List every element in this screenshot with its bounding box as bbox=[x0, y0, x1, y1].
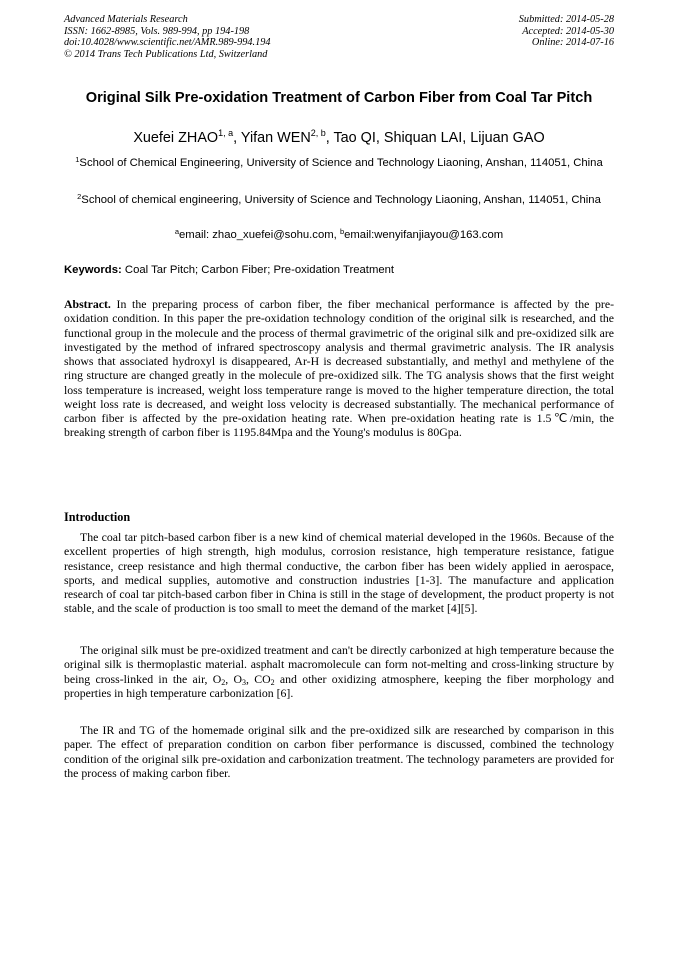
affiliation-mark: 2 bbox=[77, 192, 82, 201]
journal-doi: doi:10.4028/www.scientific.net/AMR.989-994.194 bbox=[64, 37, 271, 49]
journal-issn: ISSN: 1662-8985, Vols. 989-994, pp 194-198 bbox=[64, 25, 250, 37]
email-mark: a bbox=[174, 227, 179, 236]
email-a: email: zhao_xuefei@sohu.com, bbox=[179, 229, 337, 241]
affiliation-mark: 1 bbox=[75, 155, 80, 164]
journal-copyright: © 2014 Trans Tech Publications Ltd, Switzerland bbox=[64, 48, 268, 60]
paper-title: Original Silk Pre-oxidation Treatment of Carbon Fiber from Coal Tar Pitch bbox=[85, 90, 593, 106]
intro-paragraph-3: The IR and TG of the homemade original silk and the pre-oxidized silk are researched by comparison in this paper. The effect of preparation condition on carbon fiber performance is discussed, combined the technology condition of the original silk pre-oxidation and carbonization treatment. The technology parameters are provided for the process of making carbon fiber. bbox=[64, 723, 614, 780]
submission-dates bbox=[519, 14, 614, 49]
author-affiliation-mark: 2, b bbox=[310, 128, 326, 138]
section-heading-introduction: Introduction bbox=[64, 510, 131, 524]
author-name: Xuefei ZHAO bbox=[133, 130, 219, 146]
affiliation-2 bbox=[64, 193, 614, 208]
intro-paragraph-1: The coal tar pitch-based carbon fiber is a new kind of chemical material developed in the 1960s. Because of the excellent properties of high strength, high modulus, corrosion resistance, high temperature resistance, fatigue resistance, creep resistance and high thermal conductive, the carbon fiber has been widely applied in aerospace, sports, and medical supplies, automotive and construction industries [1-3]. The manufacture and application research of coal tar pitch-based carbon fiber in China is still in the stage of development, the product property is not stable, and the scale of production is too small to meet the demand of the market [4][5]. bbox=[64, 530, 614, 616]
journal-info bbox=[64, 14, 271, 60]
author-affiliation-mark: 1, a bbox=[218, 128, 234, 138]
abstract bbox=[64, 297, 614, 440]
accepted-date: Accepted: 2014-05-30 bbox=[522, 25, 614, 37]
keywords-label: Keywords: bbox=[64, 264, 122, 276]
submitted-date: Submitted: 2014-05-28 bbox=[518, 14, 614, 25]
keywords-text: Coal Tar Pitch; Carbon Fiber; Pre-oxidation Treatment bbox=[124, 264, 395, 276]
abstract-text: In the preparing process of carbon fiber, the fiber mechanical performance is affected by the pre-oxidation condition. In this paper the pre-oxidation technology condition of the original silk is researched, and the functional group in the molecule and the process of thermal gravimetric of the original silk and pre-oxidized silk are investigated by the method of infrared spectroscopy analysis and thermal gravimetric analysis. The IR analysis shows that associated hydroxyl is disappeared, Ar-H is decreased substantially, and methyl and methylene of the ring structure are changed greatly in the molecule of pre-oxidized silk. The TG analysis shows that the first weight loss temperature is increased, weight loss temperature range is moved to the higher temperature direction, the total weight loss rate is decreased, and weight loss velocity is decreased substantially. The mechanical performance of carbon fiber is affected by the pre-oxidation heating rate. When pre-oxidation heating rate is 1.5℃/min, the breaking strength of carbon fiber is 1195.84Mpa and the Young's modulus is 80Gpa. bbox=[64, 297, 614, 440]
abstract-label: Abstract. bbox=[64, 297, 111, 311]
author-list: Xuefei ZHAO$^{1, a}$, Yifan WEN$^{2, b}$, Tao QI, Shiquan LAI, Lijuan GAO bbox=[133, 128, 545, 146]
author-names: Tao QI, Shiquan LAI, Lijuan GAO bbox=[333, 130, 545, 146]
affiliation-text: School of Chemical Engineering, University of Science and Technology Liaoning, Anshan, 114051, China bbox=[79, 157, 603, 169]
affiliation-text: School of chemical engineering, University of Science and Technology Liaoning, Anshan, 114051, China bbox=[81, 194, 601, 206]
intro-paragraph-2: The original silk must be pre-oxidized treatment and can't be directly carbonized at high temperature because the original silk is thermoplastic material. asphalt macromolecule can form not-melting and cross-linking structure by being cross-linked in the air, $O_2$, $O_3$, $CO_2$ and other oxidizing atmosphere, keeping the fiber morphology and properties in high temperature carbonization [6]. bbox=[64, 643, 614, 700]
affiliation-1 bbox=[64, 156, 614, 171]
online-date: Online: 2014-07-16 bbox=[531, 37, 614, 49]
email-mark: b bbox=[339, 227, 345, 236]
author-name: Yifan WEN bbox=[240, 130, 311, 146]
keywords bbox=[64, 263, 614, 277]
journal-name: Advanced Materials Research bbox=[64, 14, 188, 25]
author-emails bbox=[64, 228, 614, 243]
email-b: email:wenyifanjiayou@163.com bbox=[344, 229, 504, 241]
